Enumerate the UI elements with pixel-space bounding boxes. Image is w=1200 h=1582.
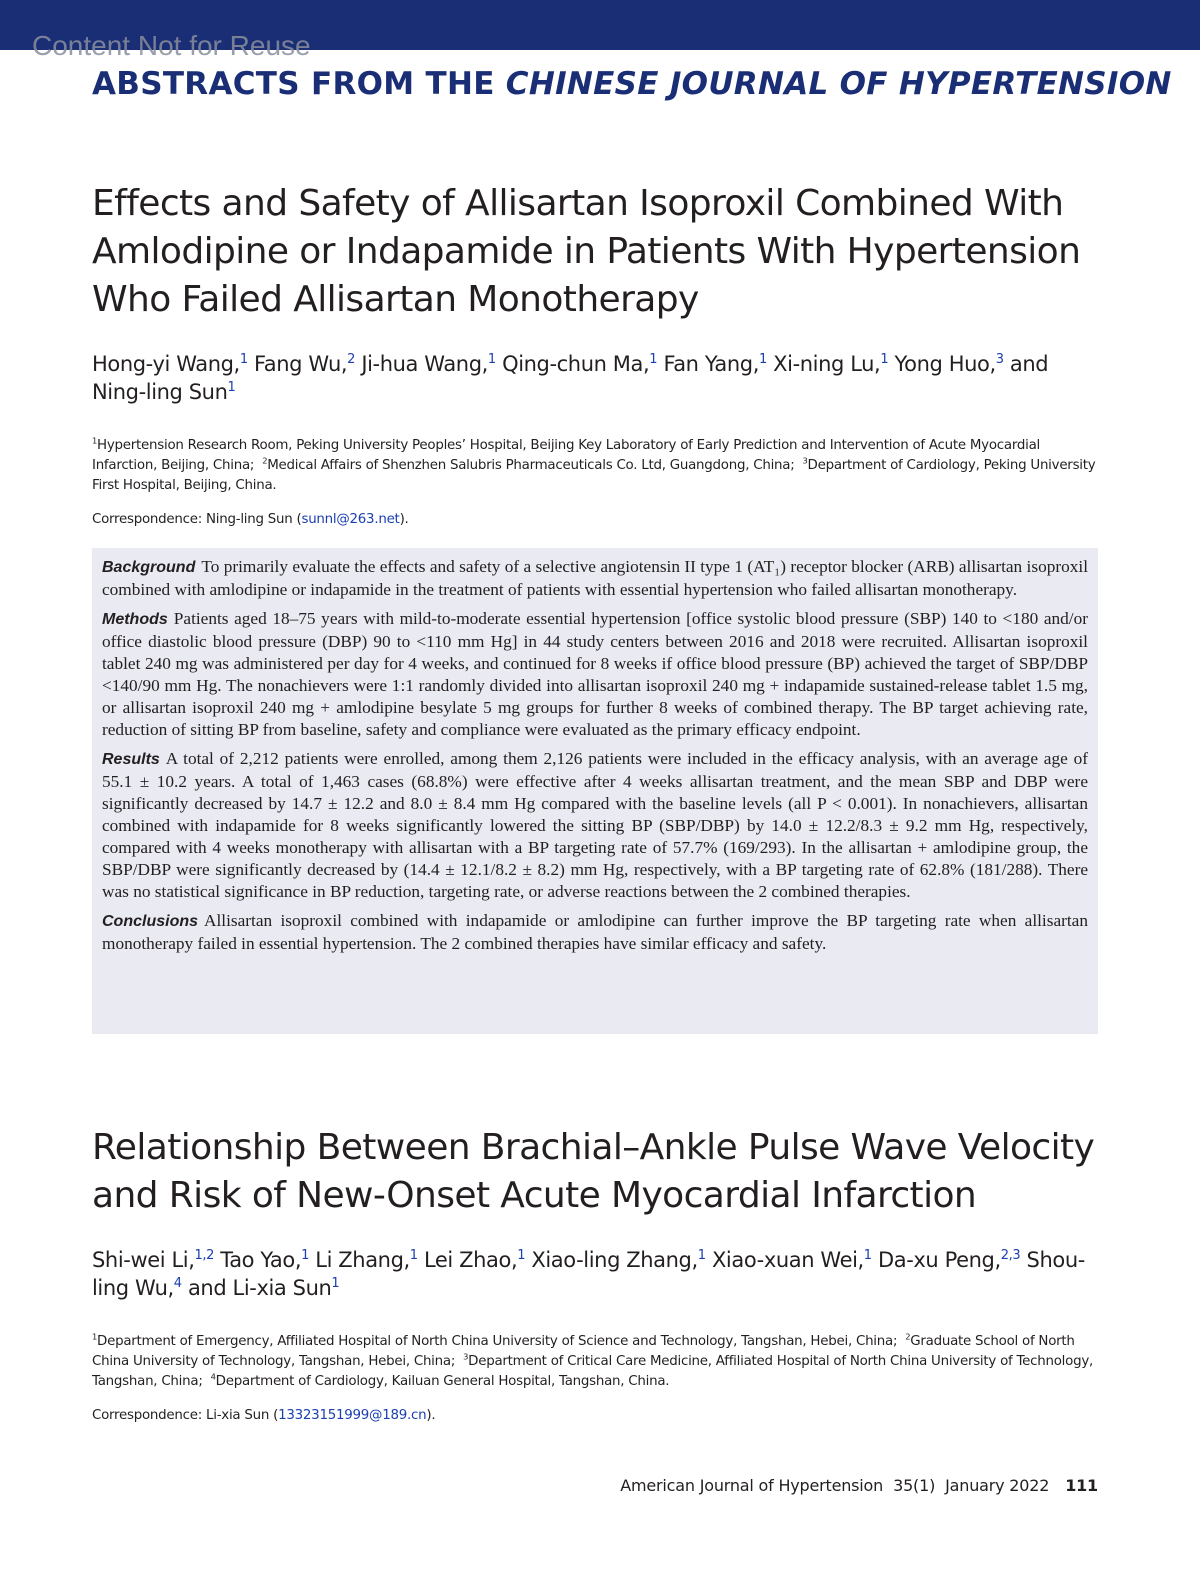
abstract-methods: Methods Patients aged 18–75 years with mild-to-moderate essential hypertension [office systolic blood pressure (SBP) 140 to <180 and/or office diastolic blood pressure (DBP) 90 to <110 mm Hg] in 44 study centers between 2016 and 2018 were recruited. Allisartan isoproxil tablet 240 mg was administered per day for 4 weeks, and continued for 8 weeks if office blood pressure (BP) achieved the target of SBP/DBP <140/90 mm Hg. The nonachievers were 1:1 randomly divided into allisartan isoproxil 240 mg + indapamide sustained-release tablet 1.5 mg, or allisartan isoproxil 240 mg + amlodipine besylate 5 mg groups for further 8 weeks of combined therapy. The BP target achieving rate, reduction of sitting BP from baseline, safety and compliance were evaluated as the primary efficacy endpoint. [102, 609, 1088, 739]
author: Li Zhang,$^1$ [315, 1248, 418, 1272]
abstract-background: Background To primarily evaluate the effects and safety of a selective angiotensin II type 1 (AT₁) receptor blocker (ARB) allisartan isoproxil combined with amlodipine or indapamide in the treatment of patients with essential hypertension who failed allisartan monotherapy. [102, 557, 1088, 599]
article-2-email-link[interactable]: 13323151999@189.cn [278, 1408, 427, 1423]
author: Shou-ling Wu,$^4$ [92, 1248, 1085, 1300]
article-2-affiliations [92, 1332, 1102, 1392]
affiliation: $^2$Medical Affairs of Shenzhen Salubris Pharmaceuticals Co. Ltd, Guangdong, China; [262, 455, 795, 473]
author: Ji-hua Wang,$^1$ [361, 352, 496, 376]
author: Da-xu Peng,$^{2,3}$ [877, 1248, 1021, 1272]
affiliation: $^1$Hypertension Research Room, Peking University Peoples’ Hospital, Beijing Key Laboratory of Early Prediction and Intervention of Acute Myocardial Infarction, Beijing, China; [92, 435, 1041, 473]
footer-date: January 2022 [945, 1476, 1050, 1495]
article-1-affiliations [92, 436, 1102, 496]
affiliation: $^2$Graduate School of North China University of Technology, Tangshan, Hebei, China; [92, 1331, 1075, 1369]
section-heading [92, 66, 1172, 102]
affiliation: $^1$Department of Emergency, Affiliated Hospital of North China University of Science and Technology, Tangshan, Hebei, China; [92, 1331, 898, 1349]
author: Fang Wu,$^2$ [254, 352, 356, 376]
watermark: Content Not for Reuse [32, 30, 311, 61]
author: Xiao-xuan Wei,$^1$ [711, 1248, 872, 1272]
article-1-email-link[interactable]: sunnl@263.net [301, 512, 400, 527]
article-1-abstract [92, 548, 1098, 1034]
author: Xi-ning Lu,$^1$ [773, 352, 889, 376]
author: Qing-chun Ma,$^1$ [502, 352, 658, 376]
page-footer [620, 1476, 1098, 1495]
author: Xiao-ling Zhang,$^1$ [531, 1248, 706, 1272]
author: and Ning-ling Sun$^1$ [92, 352, 1049, 404]
abstract-results: Results A total of 2,212 patients were enrolled, among them 2,126 patients were included in the efficacy analysis, with an average age of 55.1 ± 10.2 years. A total of 1,463 cases (68.8%) were effective after 4 weeks allisartan treatment, and the mean SBP and DBP were significantly decreased by 14.7 ± 12.2 and 8.0 ± 8.4 mm Hg compared with the baseline levels (all P < 0.001). In nonachievers, allisartan combined with indapamide for 8 weeks significantly lowered the sitting BP (SBP/DBP) by 14.0 ± 12.2/8.3 ± 9.2 mm Hg, respectively, compared with 4 weeks monotherapy with allisartan with a BP targeting rate of 57.7% (169/293). In the allisartan + amlodipine group, the SBP/DBP were significantly decreased by (14.4 ± 12.1/8.2 ± 8.2) mm Hg, respectively, with a BP targeting rate of 62.8% (181/288). There was no statistical significance in BP reduction, targeting rate, or adverse reactions between the 2 combined therapies. [102, 749, 1088, 901]
affiliation: $^4$Department of Cardiology, Kailuan General Hospital, Tangshan, China. [210, 1371, 670, 1389]
article-2-correspondence: Correspondence: Li-xia Sun (13323151999@189.cn). [92, 1408, 436, 1423]
author: Fan Yang,$^1$ [663, 352, 767, 376]
footer-volume: 35(1) [893, 1476, 936, 1495]
author: Yong Huo,$^3$ [894, 352, 1004, 376]
article-2-authors [92, 1246, 1102, 1302]
section-heading-journal: CHINESE JOURNAL OF HYPERTENSION [505, 66, 1172, 102]
article-1-authors [92, 350, 1102, 406]
footer-journal: American Journal of Hypertension [620, 1476, 884, 1495]
author: and Li-xia Sun$^1$ [187, 1276, 340, 1300]
author: Lei Zhao,$^1$ [423, 1248, 526, 1272]
author: Hong-yi Wang,$^1$ [92, 352, 248, 376]
affiliation: $^3$Department of Critical Care Medicine, Affiliated Hospital of North China University of Technology, Tangshan, China; [92, 1351, 1094, 1389]
affiliation: $^3$Department of Cardiology, Peking University First Hospital, Beijing, China. [92, 455, 1096, 493]
article-2-title: Relationship Between Brachial–Ankle Pulse Wave Velocity and Risk of New-Onset Acute Myocardial Infarction [92, 1127, 1095, 1216]
page-number: 111 [1065, 1476, 1098, 1495]
section-heading-prefix: ABSTRACTS FROM THE [92, 66, 506, 102]
article-1-title: Effects and Safety of Allisartan Isoproxil Combined With Amlodipine or Indapamide in Patients With Hypertension Who Failed Allisartan Monotherapy [92, 183, 1081, 320]
author: Shi-wei Li,$^{1,2}$ [92, 1248, 214, 1272]
author: Tao Yao,$^1$ [220, 1248, 310, 1272]
abstract-conclusions: Conclusions Allisartan isoproxil combined with indapamide or amlodipine can further improve the BP targeting rate when allisartan monotherapy failed in essential hypertension. The 2 combined therapies have similar efficacy and safety. [102, 911, 1088, 953]
article-1-correspondence: Correspondence: Ning-ling Sun (sunnl@263.net). [92, 512, 409, 527]
